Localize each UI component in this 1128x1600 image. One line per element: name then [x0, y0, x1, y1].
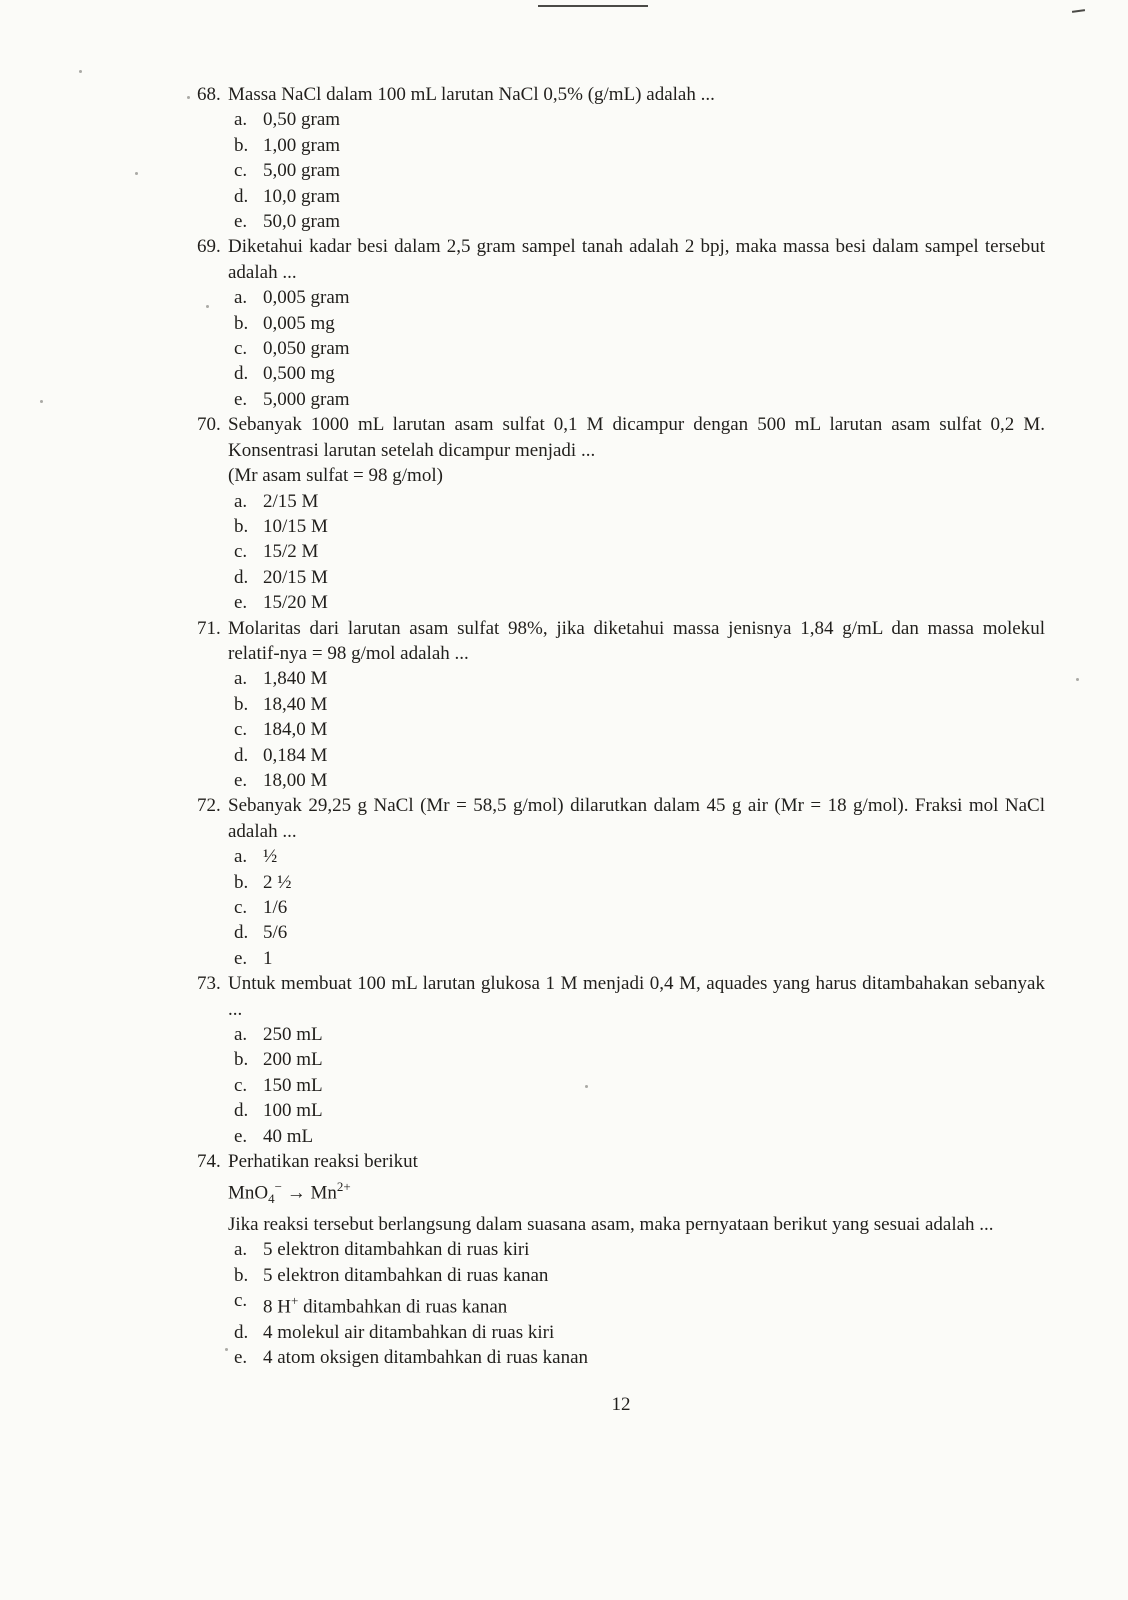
answer-option [228, 387, 1045, 412]
option-letter: b. [234, 515, 249, 537]
option-text: 15/2 M [263, 541, 319, 563]
option-letter: b. [234, 871, 249, 893]
option-text [263, 1288, 1045, 1320]
exam-content [197, 82, 1045, 1371]
answer-option [228, 514, 1045, 539]
option-letter: d. [234, 1321, 249, 1343]
answer-option [228, 565, 1045, 590]
question-text: Diketahui kadar besi dalam 2,5 gram sampel tanah adalah 2 bpj, maka massa besi dalam sampel tersebut adalah ... [228, 236, 1045, 283]
answer-option [228, 133, 1045, 158]
option-letter: c. [234, 160, 248, 182]
chemical-equation [228, 1174, 1045, 1212]
answer-option [228, 920, 1045, 945]
option-letter: c. [234, 1290, 248, 1312]
scan-speck [1076, 678, 1079, 681]
option-letter: c. [234, 541, 248, 563]
option-letter: a. [234, 490, 248, 512]
option-text: 2 ½ [263, 871, 292, 893]
option-letter: e. [234, 211, 248, 233]
option-text: 0,184 M [263, 744, 328, 766]
option-text-pre: 8 H [263, 1296, 291, 1318]
scan-speck [187, 96, 190, 99]
answer-option [228, 311, 1045, 336]
option-letter: b. [234, 693, 249, 715]
option-letter: e. [234, 592, 248, 614]
answer-option [228, 1345, 1045, 1370]
question-text: Sebanyak 29,25 g NaCl (Mr = 58,5 g/mol) dilarutkan dalam 45 g air (Mr = 18 g/mol). Fraksi mol NaCl adalah ... [228, 795, 1045, 842]
question-73 [197, 971, 1045, 1149]
option-text: 5,000 gram [263, 388, 350, 410]
answer-option [228, 844, 1045, 869]
option-text: 184,0 M [263, 719, 328, 741]
option-text: 1,00 gram [263, 134, 341, 156]
option-letter: e. [234, 947, 248, 969]
answer-option [228, 539, 1045, 564]
scan-artifact-line [1072, 9, 1085, 13]
question-text: Molaritas dari larutan asam sulfat 98%, jika diketahui massa jenisnya 1,84 g/mL dan massa molekul relatif-nya = 98 g/mol adalah ... [228, 617, 1045, 664]
question-70 [197, 412, 1045, 615]
option-letter: c. [234, 719, 248, 741]
option-text: 0,005 gram [263, 287, 350, 309]
question-74 [197, 1149, 1045, 1371]
answer-option [228, 895, 1045, 920]
question-continuation: Jika reaksi tersebut berlangsung dalam suasana asam, maka pernyataan berikut yang sesuai adalah ... [228, 1214, 994, 1235]
question-number: 69. [197, 236, 221, 258]
option-text: 0,005 mg [263, 312, 335, 334]
answer-option [228, 285, 1045, 310]
option-text: 1,840 M [263, 668, 328, 690]
question-number: 72. [197, 795, 221, 817]
answer-option [228, 717, 1045, 742]
answer-option [228, 1047, 1045, 1072]
option-letter: d. [234, 185, 249, 207]
option-letter: d. [234, 363, 249, 385]
option-superscript: + [290, 1293, 299, 1309]
option-text: 5,00 gram [263, 160, 341, 182]
question-number: 74. [197, 1151, 221, 1173]
option-letter: c. [234, 338, 248, 360]
answer-option [228, 1237, 1045, 1262]
option-letter: a. [234, 1024, 248, 1046]
option-text: 4 atom oksigen ditambahkan di ruas kanan [263, 1347, 589, 1369]
answer-option [228, 361, 1045, 386]
option-letter: d. [234, 566, 249, 588]
question-68 [197, 82, 1045, 234]
question-note: (Mr asam sulfat = 98 g/mol) [228, 465, 443, 487]
option-letter: a. [234, 668, 248, 690]
option-letter: e. [234, 1125, 248, 1147]
option-letter: d. [234, 922, 249, 944]
option-letter: c. [234, 897, 248, 918]
option-text: 40 mL [263, 1125, 314, 1147]
answer-option [228, 870, 1045, 895]
answer-option [228, 768, 1045, 793]
equation-subscript: 4 [268, 1191, 275, 1207]
equation-rhs: Mn [310, 1182, 337, 1204]
option-text: 200 mL [263, 1049, 323, 1071]
option-text: 0,050 gram [263, 338, 350, 360]
option-text: 1 [263, 947, 273, 969]
question-69 [197, 234, 1045, 412]
option-text: 5 elektron ditambahkan di ruas kanan [263, 1264, 549, 1286]
option-text: 18,40 M [263, 693, 328, 715]
option-text: 5/6 [263, 922, 288, 944]
question-text: Untuk membuat 100 mL larutan glukosa 1 M menjadi 0,4 M, aquades yang harus ditambahakan sebanyak ... [228, 973, 1045, 1020]
question-71 [197, 616, 1045, 794]
answer-option [228, 1098, 1045, 1123]
answer-option [228, 1022, 1045, 1047]
option-text: 0,50 gram [263, 109, 341, 131]
answer-option [228, 1124, 1045, 1149]
equation-lhs: MnO [228, 1182, 269, 1204]
answer-option [228, 209, 1045, 234]
scan-artifact-line [538, 5, 648, 7]
option-text: 15/20 M [263, 592, 328, 614]
option-text: 1/6 [263, 897, 288, 918]
answer-option [228, 1073, 1045, 1098]
question-text: Perhatikan reaksi berikut [228, 1151, 418, 1173]
option-text: 250 mL [263, 1024, 323, 1046]
equation-superscript: − [274, 1179, 282, 1195]
option-letter: e. [234, 769, 248, 791]
option-letter: d. [234, 1100, 249, 1122]
option-letter: a. [234, 287, 248, 309]
option-letter: e. [234, 388, 248, 410]
equation-superscript: 2+ [336, 1179, 351, 1195]
option-letter: a. [234, 109, 248, 131]
option-letter: b. [234, 312, 249, 334]
option-letter: b. [234, 1264, 249, 1286]
option-text: 150 mL [263, 1074, 323, 1096]
answer-option [228, 107, 1045, 132]
scan-speck [135, 172, 138, 175]
question-number: 73. [197, 973, 221, 995]
answer-option [228, 158, 1045, 183]
question-text: Sebanyak 1000 mL larutan asam sulfat 0,1 M dicampur dengan 500 mL larutan asam sulfat 0,2 M. Konsentrasi larutan setelah dicampur menjadi ... [228, 414, 1045, 461]
option-letter: a. [234, 846, 248, 868]
question-number: 68. [197, 84, 221, 105]
option-text: 5 elektron ditambahkan di ruas kiri [263, 1239, 530, 1261]
reaction-arrow-icon: → [281, 1182, 311, 1204]
option-letter: e. [234, 1347, 248, 1369]
scan-speck [40, 400, 43, 403]
option-letter: a. [234, 1239, 248, 1261]
option-letter: b. [234, 134, 249, 156]
answer-option [228, 1288, 1045, 1320]
option-text: 18,00 M [263, 769, 328, 791]
option-text: 100 mL [263, 1100, 323, 1122]
answer-option [228, 336, 1045, 361]
option-text: ½ [263, 846, 278, 868]
answer-option [228, 946, 1045, 971]
answer-option [228, 743, 1045, 768]
page-number: 12 [611, 1394, 631, 1415]
answer-option [228, 184, 1045, 209]
option-text-post: ditambahkan di ruas kanan [298, 1296, 508, 1318]
option-text: 0,500 mg [263, 363, 335, 385]
question-number: 71. [197, 617, 221, 639]
answer-option [228, 1320, 1045, 1345]
option-letter: c. [234, 1074, 248, 1096]
option-letter: d. [234, 744, 249, 766]
question-text: Massa NaCl dalam 100 mL larutan NaCl 0,5% (g/mL) adalah ... [228, 84, 715, 105]
option-text: 50,0 gram [263, 211, 341, 233]
answer-option [228, 692, 1045, 717]
option-text: 20/15 M [263, 566, 328, 588]
option-text: 10/15 M [263, 515, 328, 537]
scan-speck [79, 70, 82, 73]
answer-option [228, 590, 1045, 615]
answer-option [228, 1263, 1045, 1288]
option-text: 10,0 gram [263, 185, 341, 207]
question-number: 70. [197, 414, 221, 436]
option-letter: b. [234, 1049, 249, 1071]
option-text: 4 molekul air ditambahkan di ruas kiri [263, 1321, 555, 1343]
answer-option [228, 666, 1045, 691]
option-text: 2/15 M [263, 490, 319, 512]
question-72 [197, 793, 1045, 971]
answer-option [228, 489, 1045, 514]
